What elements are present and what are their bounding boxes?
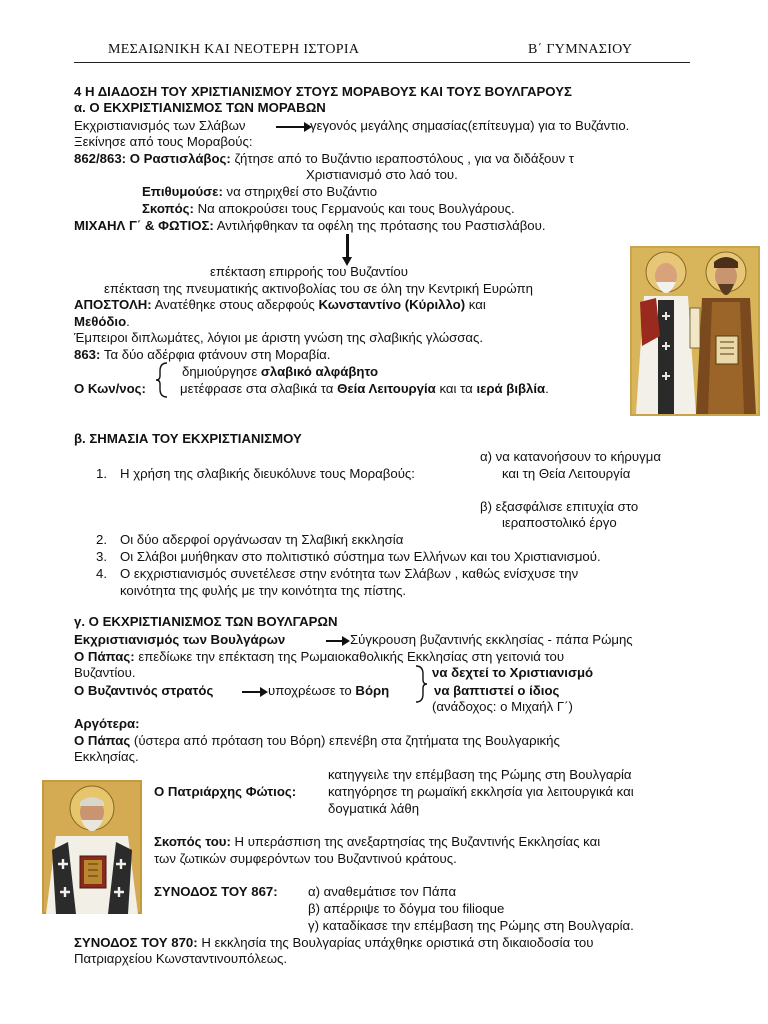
text-line: κατηγγειλε την επέμβαση της Ρώμης στη Βουλγαρία <box>328 767 632 782</box>
name-span: Μεθόδιο <box>74 314 127 329</box>
header-rule <box>74 62 690 63</box>
text-line <box>74 297 486 313</box>
text-line <box>74 314 130 330</box>
text-span: και τα <box>439 381 473 396</box>
label: Ο Πάπας: <box>74 649 135 664</box>
text-span: Η υπεράσπιση της ανεξαρτησίας της Βυζαντινής Εκκλησίας και <box>234 834 601 849</box>
text-line <box>268 683 389 699</box>
arrow-down-icon <box>346 234 349 258</box>
text-line: Ξεκίνησε από τους Μοραβούς: <box>74 134 253 149</box>
text-line: και τη Θεία Λειτουργία <box>502 466 631 481</box>
list-item-number: 2. <box>96 532 107 547</box>
list-item: Οι δύο αδερφοί οργάνωσαν τη Σλαβική εκκλησία <box>120 532 404 547</box>
photios-icon <box>42 780 142 914</box>
text-line: Εκκλησίας. <box>74 749 139 764</box>
list-item-number: 4. <box>96 566 107 581</box>
text-line: ιεραποστολικό έργο <box>502 515 617 530</box>
text-line <box>154 834 600 850</box>
arrow-right-icon <box>326 640 344 642</box>
text-line: Χριστιανισμό στο λαό του. <box>306 167 458 182</box>
brace-icon <box>156 361 170 399</box>
header-subject: ΜΕΣΑΙΩΝΙΚΗ ΚΑΙ ΝΕΟΤΕΡΗ ΙΣΤΟΡΙΑ <box>108 42 360 57</box>
text-span: να στηριχθεί στο Βυζάντιο <box>226 184 378 199</box>
text-line: Βυζαντίου. <box>74 665 136 680</box>
text-line <box>142 201 515 217</box>
text-line <box>74 347 330 363</box>
text-line: (ανάδοχος: ο Μιχαήλ Γ΄) <box>432 699 573 714</box>
text-span: (ύστερα από πρόταση του Βόρη) επενέβη στα ζητήματα της Βουλγαρικής <box>133 733 560 748</box>
text-line: να βαπτιστεί ο ίδιος <box>434 683 560 698</box>
label: Ο Κων/νος: <box>74 381 146 396</box>
label: Σκοπός: <box>142 201 194 216</box>
label: Ο Βυζαντινός στρατός <box>74 683 214 698</box>
list-item: Οι Σλάβοι μυήθηκαν στο πολιτιστικό σύστημα των Ελλήνων και του Χριστιανισμού. <box>120 549 601 564</box>
text-span: . <box>126 314 130 329</box>
date-label: 862/863: Ο Ραστισλάβος: <box>74 151 231 166</box>
text-span: Τα δύο αδέρφια φτάνουν στη Μοραβία. <box>103 347 331 362</box>
text-span: . <box>545 381 549 396</box>
text-line: γ) καταδίκασε την επέμβαση της Ρώμης στη Βουλγαρία. <box>308 918 634 933</box>
label: ΣΥΝΟΔΟΣ ΤΟΥ 870: <box>74 935 198 950</box>
list-item-number: 3. <box>96 549 107 564</box>
name-span: Βόρη <box>355 683 390 698</box>
text-span: και <box>468 297 486 312</box>
text-span: Να αποκρούσει τους Γερμανούς και τους Βουλγάρους. <box>197 201 515 216</box>
emphasis-span: Θεία Λειτουργία <box>337 381 436 396</box>
text-line: γεγονός μεγάλης σημασίας(επίτευγμα) για το Βυζάντιο. <box>310 118 630 133</box>
text-line <box>74 935 593 951</box>
text-span: μετέφρασε στα σλαβικά τα <box>180 381 334 396</box>
text-line: δογματικά λάθη <box>328 801 420 816</box>
label: Σκοπός του: <box>154 834 231 849</box>
list-item: κοινότητα της φυλής με την κοινότητα της πίστης. <box>120 583 407 598</box>
name-span: Κωνσταντίνο (Κύριλλο) <box>318 297 466 312</box>
text-line: Εκχριστιανισμός των Σλάβων <box>74 118 246 133</box>
text-span: επεδίωκε την επέκταση της Ρωμαιοκαθολικής Εκκλησίας στη γειτονιά του <box>138 649 565 664</box>
text-line <box>180 381 549 397</box>
text-span: Αντιλήφθηκαν τα οφέλη της πρότασης του Ραστισλάβου. <box>216 218 546 233</box>
label: Επιθυμούσε: <box>142 184 223 199</box>
label: Ο Πατριάρχης Φώτιος: <box>154 784 297 799</box>
label: ΑΠΟΣΤΟΛΗ: <box>74 297 152 312</box>
text-line: κατηγόρησε τη ρωμαϊκή εκκλησία για λειτουργικά και <box>328 784 634 799</box>
cyril-methodius-icon <box>630 246 760 416</box>
text-span: Η εκκλησία της Βουλγαρίας υπάχθηκε οριστικά στη δικαιοδοσία του <box>201 935 594 950</box>
list-item-number: 1. <box>96 466 107 481</box>
label: Αργότερα: <box>74 716 140 731</box>
page-title: 4 Η ΔΙΑΔΟΣΗ ΤΟΥ ΧΡΙΣΤΙΑΝΙΣΜΟΥ ΣΤΟΥΣ ΜΟΡΑΒΟΥΣ ΚΑΙ ΤΟΥΣ ΒΟΥΛΓΑΡΟΥΣ <box>74 84 572 99</box>
text-line <box>182 364 378 380</box>
date-label: 863: <box>74 347 101 362</box>
section-b-heading: β. ΣΗΜΑΣΙΑ ΤΟΥ ΕΚΧΡΙΣΤΙΑΝΙΣΜΟΥ <box>74 431 302 446</box>
text-line: Έμπειροι διπλωμάτες, λόγιοι με άριστη γνώση της σλαβικής γλώσσας. <box>74 330 484 345</box>
text-line <box>74 649 564 665</box>
text-line: β) εξασφάλισε επιτυχία στο <box>480 499 639 514</box>
section-a-heading: α. Ο ΕΚΧΡΙΣΤΙΑΝΙΣΜΟΣ ΤΩΝ ΜΟΡΑΒΩΝ <box>74 100 326 115</box>
list-item: Η χρήση της σλαβικής διευκόλυνε τους Μοραβούς: <box>120 466 415 481</box>
emphasis-span: ιερά βιβλία <box>476 381 546 396</box>
arrow-right-icon <box>276 126 306 128</box>
text-line: α) να κατανοήσουν το κήρυγμα <box>480 449 661 464</box>
brace-icon <box>414 664 428 704</box>
text-line: επέκταση της πνευματικής ακτινοβολίας του σε όλη την Κεντρική Ευρώπη <box>104 281 533 296</box>
arrow-right-icon <box>242 691 262 693</box>
section-c-heading: γ. Ο ΕΚΧΡΙΣΤΙΑΝΙΣΜΟΣ ΤΩΝ ΒΟΥΛΓΑΡΩΝ <box>74 614 338 629</box>
text-line: επέκταση επιρροής του Βυζαντίου <box>210 264 408 279</box>
text-line <box>74 733 560 749</box>
emphasis-span: σλαβικό αλφάβητο <box>260 364 379 379</box>
label: ΣΥΝΟΔΟΣ ΤΟΥ 867: <box>154 884 278 899</box>
list-item: Ο εκχριστιανισμός συνετέλεσε στην ενότητα των Σλάβων , καθώς ενίσχυσε την <box>120 566 579 581</box>
text-span: υποχρέωσε το <box>268 683 352 698</box>
text-line: Πατριαρχείου Κωνσταντινουπόλεως. <box>74 951 288 966</box>
text-span: ζήτησε από το Βυζάντιο ιεραποστόλους , για να διδάξουν τ <box>234 151 575 166</box>
text-line <box>74 151 574 167</box>
text-line <box>74 218 546 234</box>
label: Εκχριστιανισμός των Βουλγάρων <box>74 632 286 647</box>
text-line <box>142 184 377 200</box>
text-line: να δεχτεί το Χριστιανισμό <box>432 665 594 680</box>
label: Ο Πάπας <box>74 733 131 748</box>
text-span: δημιούργησε <box>182 364 258 379</box>
text-line: Σύγκρουση βυζαντινής εκκλησίας - πάπα Ρώμης <box>350 632 633 647</box>
text-line: α) αναθεμάτισε τον Πάπα <box>308 884 457 899</box>
text-span: Ανατέθηκε στους αδερφούς <box>154 297 315 312</box>
label: ΜΙΧΑΗΛ Γ΄ & ΦΩΤΙΟΣ: <box>74 218 214 233</box>
header-class: Β΄ ΓΥΜΝΑΣΙΟΥ <box>528 42 633 57</box>
text-line: β) απέρριψε το δόγμα του filioque <box>308 901 505 916</box>
text-line: των ζωτικών συμφερόντων του Βυζαντινού κράτους. <box>154 851 457 866</box>
